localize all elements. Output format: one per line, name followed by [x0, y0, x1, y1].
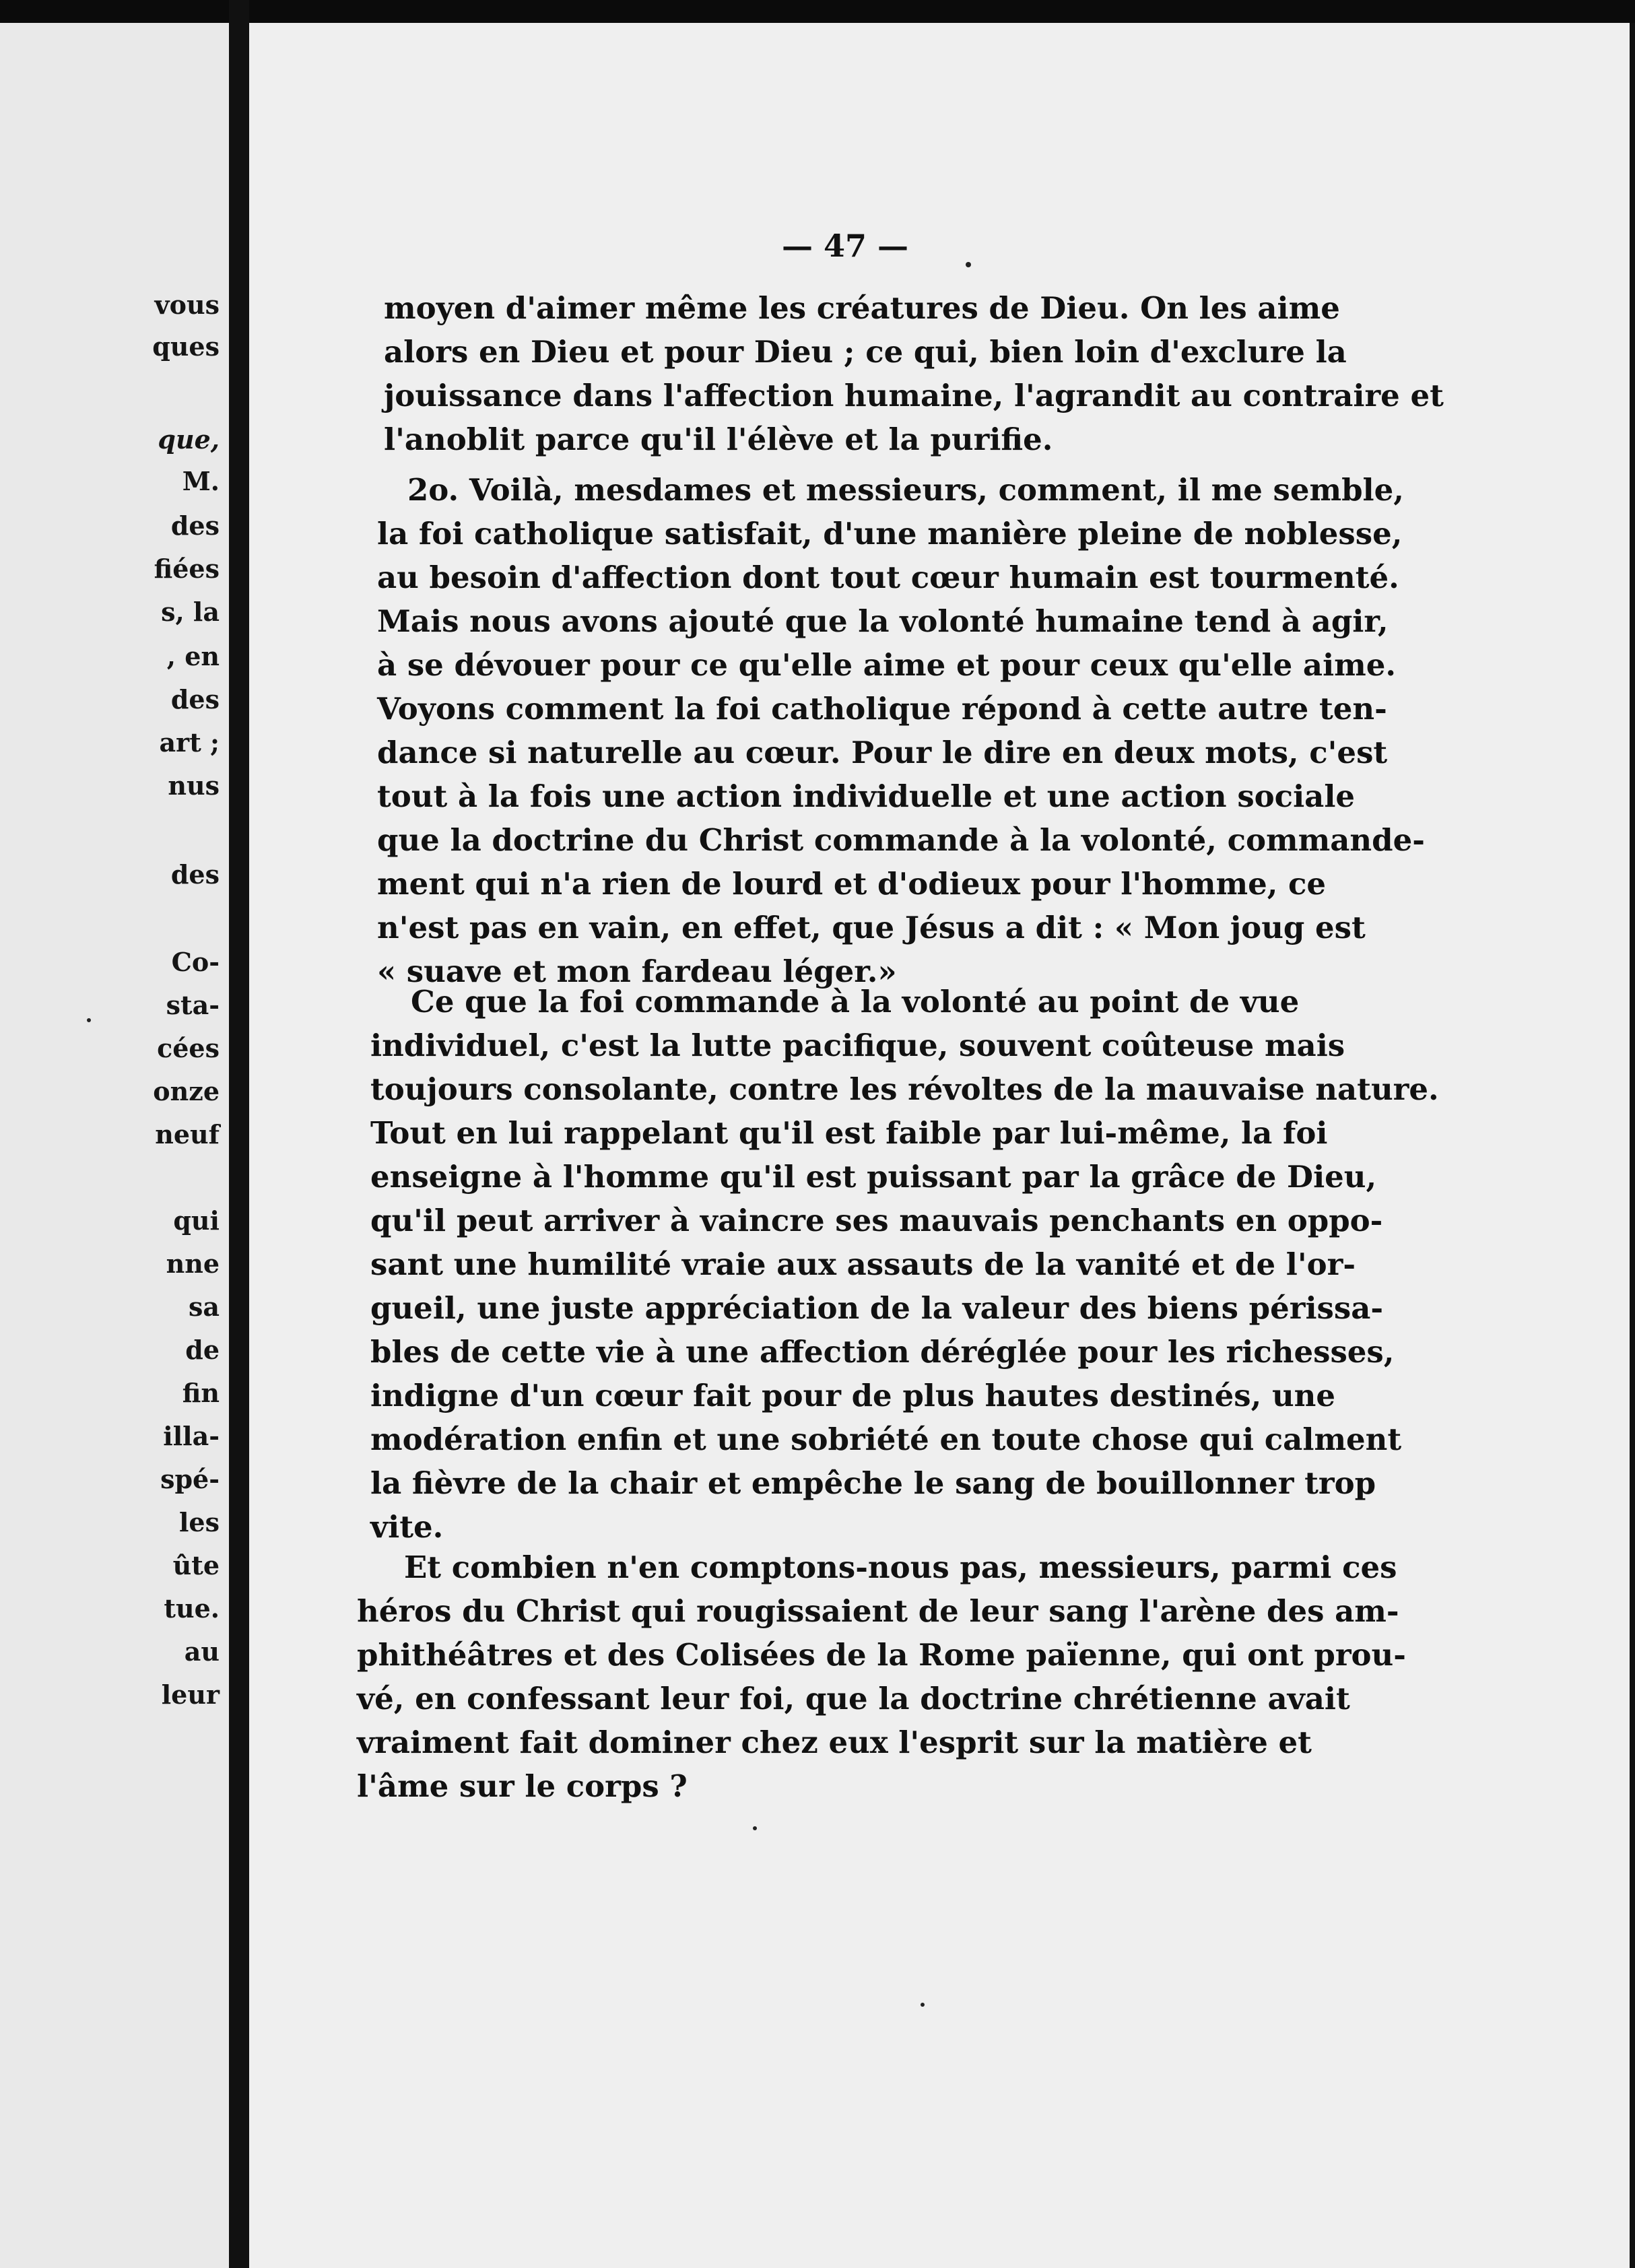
text-line: l'âme sur le corps ?	[357, 1768, 688, 1804]
left-fragment: s, la	[161, 597, 220, 627]
text-line: tout à la fois une action individuelle et une action sociale	[377, 778, 1356, 814]
left-fragment: cées	[157, 1033, 220, 1063]
left-fragment: , en	[166, 641, 220, 671]
text-line: dance si naturelle au cœur. Pour le dire en deux mots, c'est	[377, 735, 1388, 770]
left-fragment: tue.	[164, 1593, 220, 1624]
text-line: individuel, c'est la lutte pacifique, souvent coûteuse mais	[370, 1028, 1345, 1063]
left-fragment: neuf	[155, 1119, 220, 1149]
left-fragment: spé-	[160, 1464, 220, 1494]
left-fragment: fin	[182, 1378, 220, 1408]
ink-speck	[753, 1826, 757, 1830]
left-fragment: de	[185, 1335, 220, 1365]
text-line: la foi catholique satisfait, d'une manière pleine de noblesse,	[377, 516, 1403, 552]
text-line: sant une humilité vraie aux assauts de la vanité et de l'or-	[370, 1246, 1356, 1282]
text-line: Mais nous avons ajouté que la volonté humaine tend à agir,	[377, 603, 1389, 639]
left-fragment: sta-	[166, 990, 220, 1020]
left-fragment: onze	[153, 1076, 220, 1106]
text-line: n'est pas en vain, en effet, que Jésus a dit : « Mon joug est	[377, 910, 1366, 945]
left-fragment: nus	[168, 770, 220, 801]
text-line: Voyons comment la foi catholique répond à cette autre ten-	[377, 691, 1387, 727]
text-line: héros du Christ qui rougissaient de leur sang l'arène des am-	[357, 1593, 1399, 1629]
left-fragment: nne	[166, 1248, 220, 1279]
left-facing-page	[0, 23, 229, 2268]
left-fragment: Co-	[171, 947, 220, 977]
left-fragment: des	[170, 859, 220, 890]
left-fragment: sa	[188, 1292, 220, 1322]
text-line: Et combien n'en comptons-nous pas, messieurs, parmi ces	[404, 1549, 1397, 1585]
text-line: qu'il peut arriver à vaincre ses mauvais penchants en oppo-	[370, 1203, 1383, 1238]
text-line: Tout en lui rappelant qu'il est faible par lui-même, la foi	[370, 1115, 1328, 1151]
left-fragment: des	[170, 510, 220, 541]
left-fragment: art ;	[159, 727, 220, 758]
book-spine-gutter	[229, 0, 249, 2268]
left-fragment: que,	[158, 424, 220, 455]
text-line: modération enfin et une sobriété en toute chose qui calment	[370, 1422, 1402, 1457]
paragraph-2	[377, 468, 1425, 993]
text-line: ment qui n'a rien de lourd et d'odieux pour l'homme, ce	[377, 866, 1327, 902]
left-fragment: illa-	[163, 1421, 220, 1451]
text-line: phithéâtres et des Colisées de la Rome païenne, qui ont prou-	[357, 1637, 1406, 1673]
left-fragment: vous	[154, 290, 220, 320]
right-scan-border	[1630, 23, 1635, 2268]
text-line: au besoin d'affection dont tout cœur humain est tourmenté.	[377, 560, 1399, 595]
ink-speck	[966, 262, 971, 267]
text-line: l'anoblit parce qu'il l'élève et la purifie.	[384, 422, 1053, 457]
text-line: indigne d'un cœur fait pour de plus hautes destinés, une	[370, 1378, 1336, 1413]
paragraph-3	[370, 980, 1439, 1549]
text-line: alors en Dieu et pour Dieu ; ce qui, bien loin d'exclure la	[384, 334, 1347, 370]
text-line: vraiment fait dominer chez eux l'esprit sur la matière et	[357, 1725, 1312, 1760]
text-line: moyen d'aimer même les créatures de Dieu. On les aime	[384, 290, 1340, 326]
left-fragment: ques	[152, 331, 220, 362]
paragraph-1	[384, 286, 1444, 461]
left-fragment: fiées	[154, 554, 220, 584]
text-line: la fièvre de la chair et empêche le sang de bouillonner trop	[370, 1465, 1376, 1501]
left-fragment: les	[178, 1507, 220, 1537]
ink-speck	[87, 1018, 91, 1022]
page-number: — 47 —	[781, 228, 909, 264]
text-line: « suave et mon fardeau léger.»	[377, 954, 897, 989]
text-line: 2o. Voilà, mesdames et messieurs, comment, il me semble,	[407, 472, 1404, 508]
left-fragment: au	[184, 1636, 220, 1667]
text-line: vé, en confessant leur foi, que la doctrine chrétienne avait	[357, 1681, 1350, 1716]
left-fragment: leur	[161, 1679, 220, 1710]
text-line: enseigne à l'homme qu'il est puissant par la grâce de Dieu,	[370, 1159, 1377, 1195]
text-line: jouissance dans l'affection humaine, l'agrandit au contraire et	[384, 378, 1444, 413]
paragraph-4	[357, 1545, 1406, 1808]
text-line: vite.	[370, 1509, 444, 1545]
left-fragment: M.	[182, 466, 220, 496]
left-fragment: qui	[173, 1205, 220, 1236]
text-line: gueil, une juste appréciation de la valeur des biens périssa-	[370, 1290, 1384, 1326]
left-fragment: ûte	[172, 1550, 220, 1580]
text-line: bles de cette vie à une affection déréglée pour les richesses,	[370, 1334, 1395, 1370]
ink-speck	[921, 2003, 925, 2007]
text-line: toujours consolante, contre les révoltes de la mauvaise nature.	[370, 1071, 1439, 1107]
left-fragment: des	[170, 684, 220, 714]
text-line: que la doctrine du Christ commande à la volonté, commande-	[377, 822, 1425, 858]
text-line: à se dévouer pour ce qu'elle aime et pour ceux qu'elle aime.	[377, 647, 1397, 683]
text-line: Ce que la foi commande à la volonté au point de vue	[411, 984, 1300, 1020]
